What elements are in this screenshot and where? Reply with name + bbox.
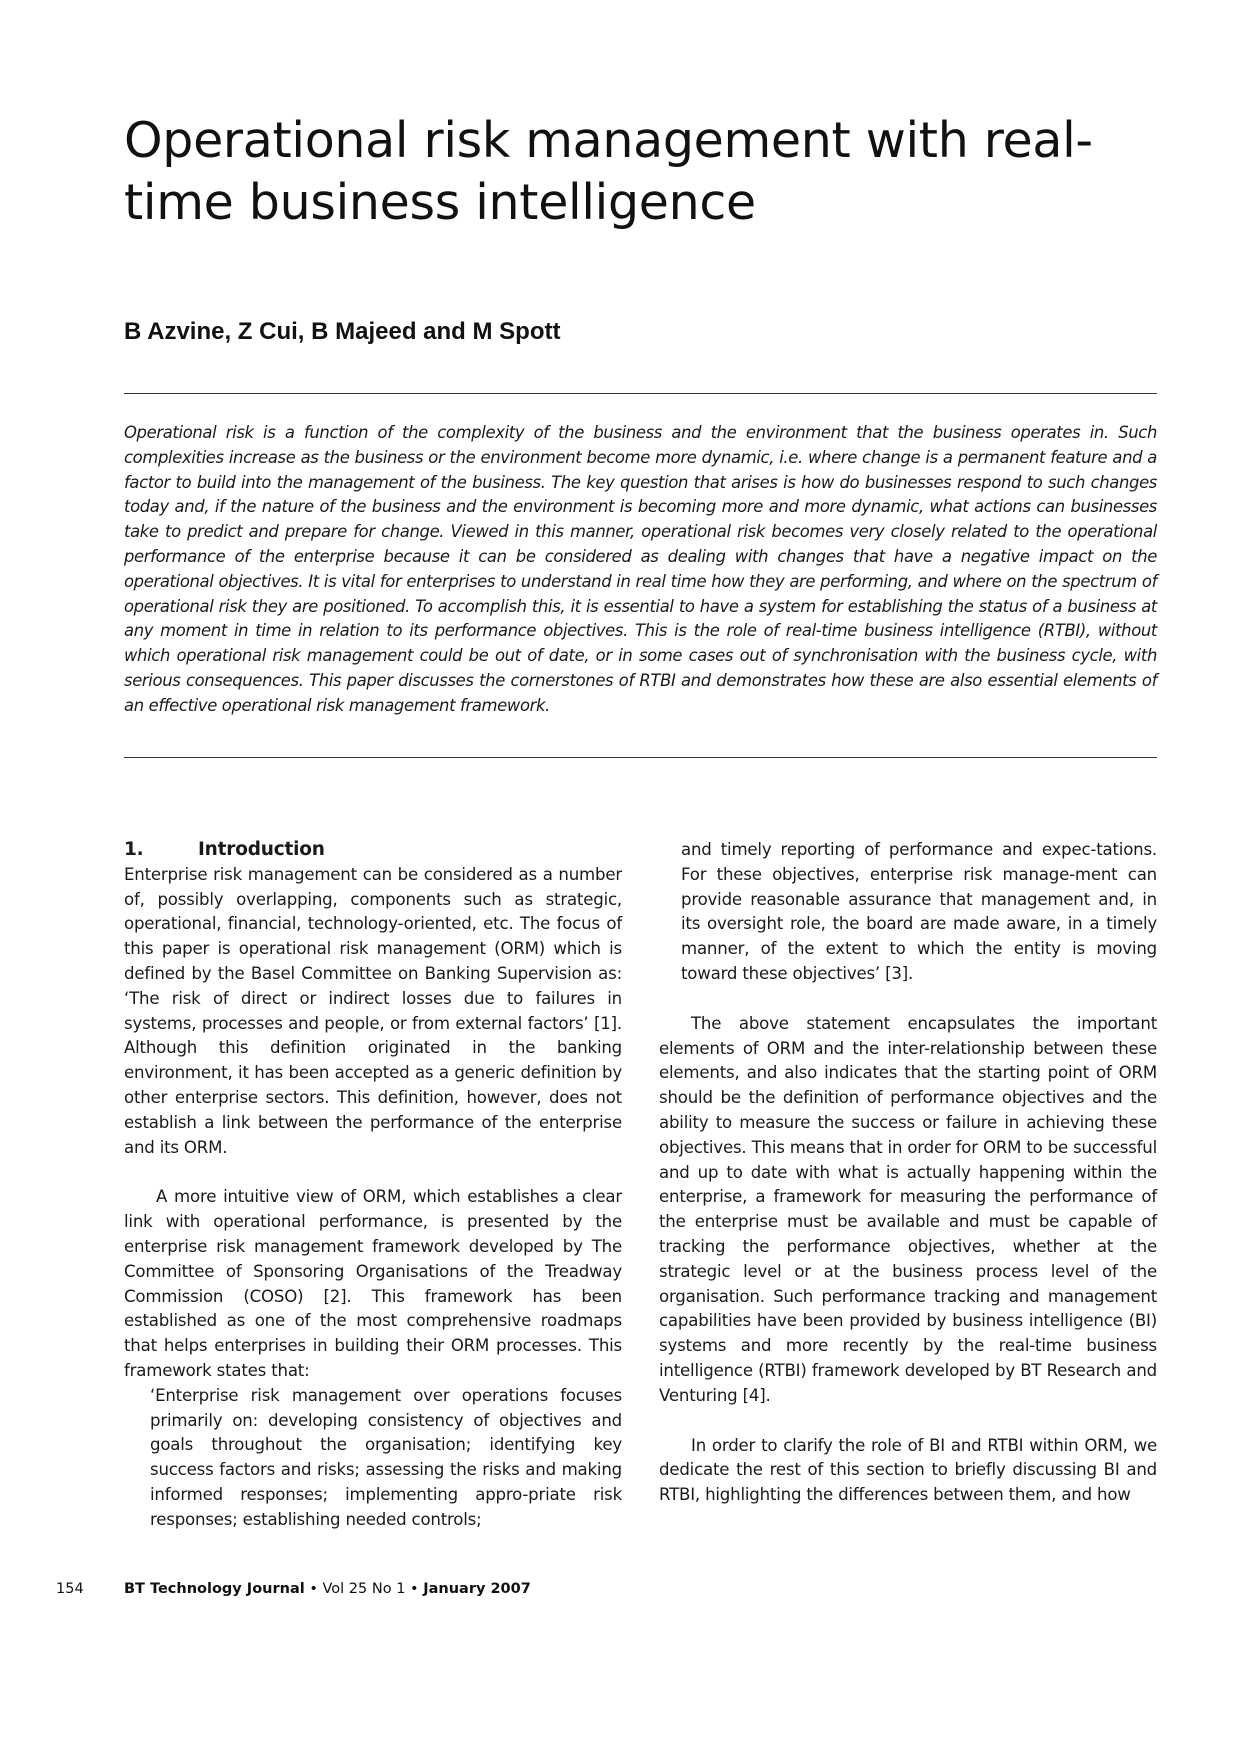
paragraph-4: In order to clarify the role of BI and RTBI within ORM, we dedicate the rest of this section to briefly discussing BI and RTBI, highlighting the differences between them, and how bbox=[659, 1435, 1157, 1505]
author-list: B Azvine, Z Cui, B Majeed and M Spott bbox=[124, 318, 561, 345]
footer-separator: • bbox=[304, 1581, 323, 1597]
divider-bottom bbox=[124, 757, 1157, 758]
block-quote-part-2: and timely reporting of performance and expec-tations. For these objectives, enterprise risk manage-ment can provide reasonable assurance that management and, in its oversight role, the board are made aware, in a timely manner, of the extent to which the entity is moving toward these objectives’ [3]. bbox=[681, 840, 1157, 983]
section-number: 1. bbox=[124, 839, 144, 860]
page-number: 154 bbox=[56, 1581, 84, 1597]
footer-separator: • bbox=[405, 1581, 424, 1597]
section-title: Introduction bbox=[198, 839, 325, 860]
paragraph-3: The above statement encapsulates the important elements of ORM and the inter-relationship between these elements, and also indicates that the starting point of ORM should be the definition of performance objectives and the ability to measure the success or failure in achieving these objectives. This means that in order for ORM to be successful and up to date with what is actually happening within the enterprise, a framework for measuring the performance of the enterprise must be available and must be capable of tracking the performance objectives, whether at the strategic level or at the business process level of the organisation. Such performance tracking and management capabilities have been provided by business intelligence (BI) systems and more recently by the real-time business intelligence (RTBI) framework developed by BT Research and Venturing [4]. bbox=[659, 1013, 1157, 1405]
journal-date: January 2007 bbox=[423, 1581, 531, 1597]
journal-volume: Vol 25 No 1 bbox=[322, 1581, 406, 1597]
block-quote-part-1: ‘Enterprise risk management over operations focuses primarily on: developing consistency of objectives and goals throughout the organisation; identifying key success factors and risks; assessing the risks and making informed responses; implementing appro-priate risk responses; establishing needed controls; bbox=[150, 1385, 622, 1529]
paragraph-1: Enterprise risk management can be considered as a number of, possibly overlapping, components such as strategic, operational, financial, technology-oriented, etc. The focus of this paper is operational risk management (ORM) which is defined by the Basel Committee on Banking Supervision as: ‘The risk of direct or indirect losses due to failures in systems, processes and people, or from external factors’ [1]. Although this definition originated in the banking environment, it has been accepted as a generic definition by other enterprise sectors. This definition, however, does not establish a link between the performance of the enterprise and its ORM. bbox=[124, 864, 622, 1157]
paragraph-2: A more intuitive view of ORM, which establishes a clear link with operational performance, is presented by the enterprise risk management framework developed by The Committee of Sponsoring Organisations of the Treadway Commission (COSO) [2]. This framework has been established as one of the most comprehensive roadmaps that helps enterprises in building their ORM processes. This framework states that: bbox=[124, 1187, 622, 1380]
divider-top bbox=[124, 393, 1157, 394]
journal-name: BT Technology Journal bbox=[124, 1581, 305, 1597]
journal-citation bbox=[124, 1581, 531, 1597]
right-column bbox=[659, 838, 1157, 1508]
abstract: Operational risk is a function of the complexity of the business and the environment that the business operates in. Such complexities increase as the business or the environment become more dynamic, i.e. where change is a permanent feature and a factor to build into the management of the business. The key question that arises is how do businesses respond to such changes today and, if the nature of the business and the environment is becoming more and more dynamic, what actions can businesses take to predict and prepare for change. Viewed in this manner, operational risk becomes very closely related to the operational performance of the enterprise because it can be considered as dealing with changes that have a negative impact on the operational objectives. It is vital for enterprises to understand in real time how they are performing, and where on the spectrum of operational risk they are positioned. To accomplish this, it is essential to have a system for establishing the status of a business at any moment in time in relation to its performance objectives. This is the role of real-time business intelligence (RTBI), without which operational risk management could be out of date, or in some cases out of synchronisation with the business cycle, with serious consequences. This paper discusses the cornerstones of RTBI and demonstrates how these are also essential elements of an effective operational risk management framework. bbox=[124, 423, 1157, 715]
left-column bbox=[124, 838, 622, 1533]
section-heading bbox=[124, 838, 622, 863]
article-title: Operational risk management with real-time business intelligence bbox=[124, 112, 1093, 231]
